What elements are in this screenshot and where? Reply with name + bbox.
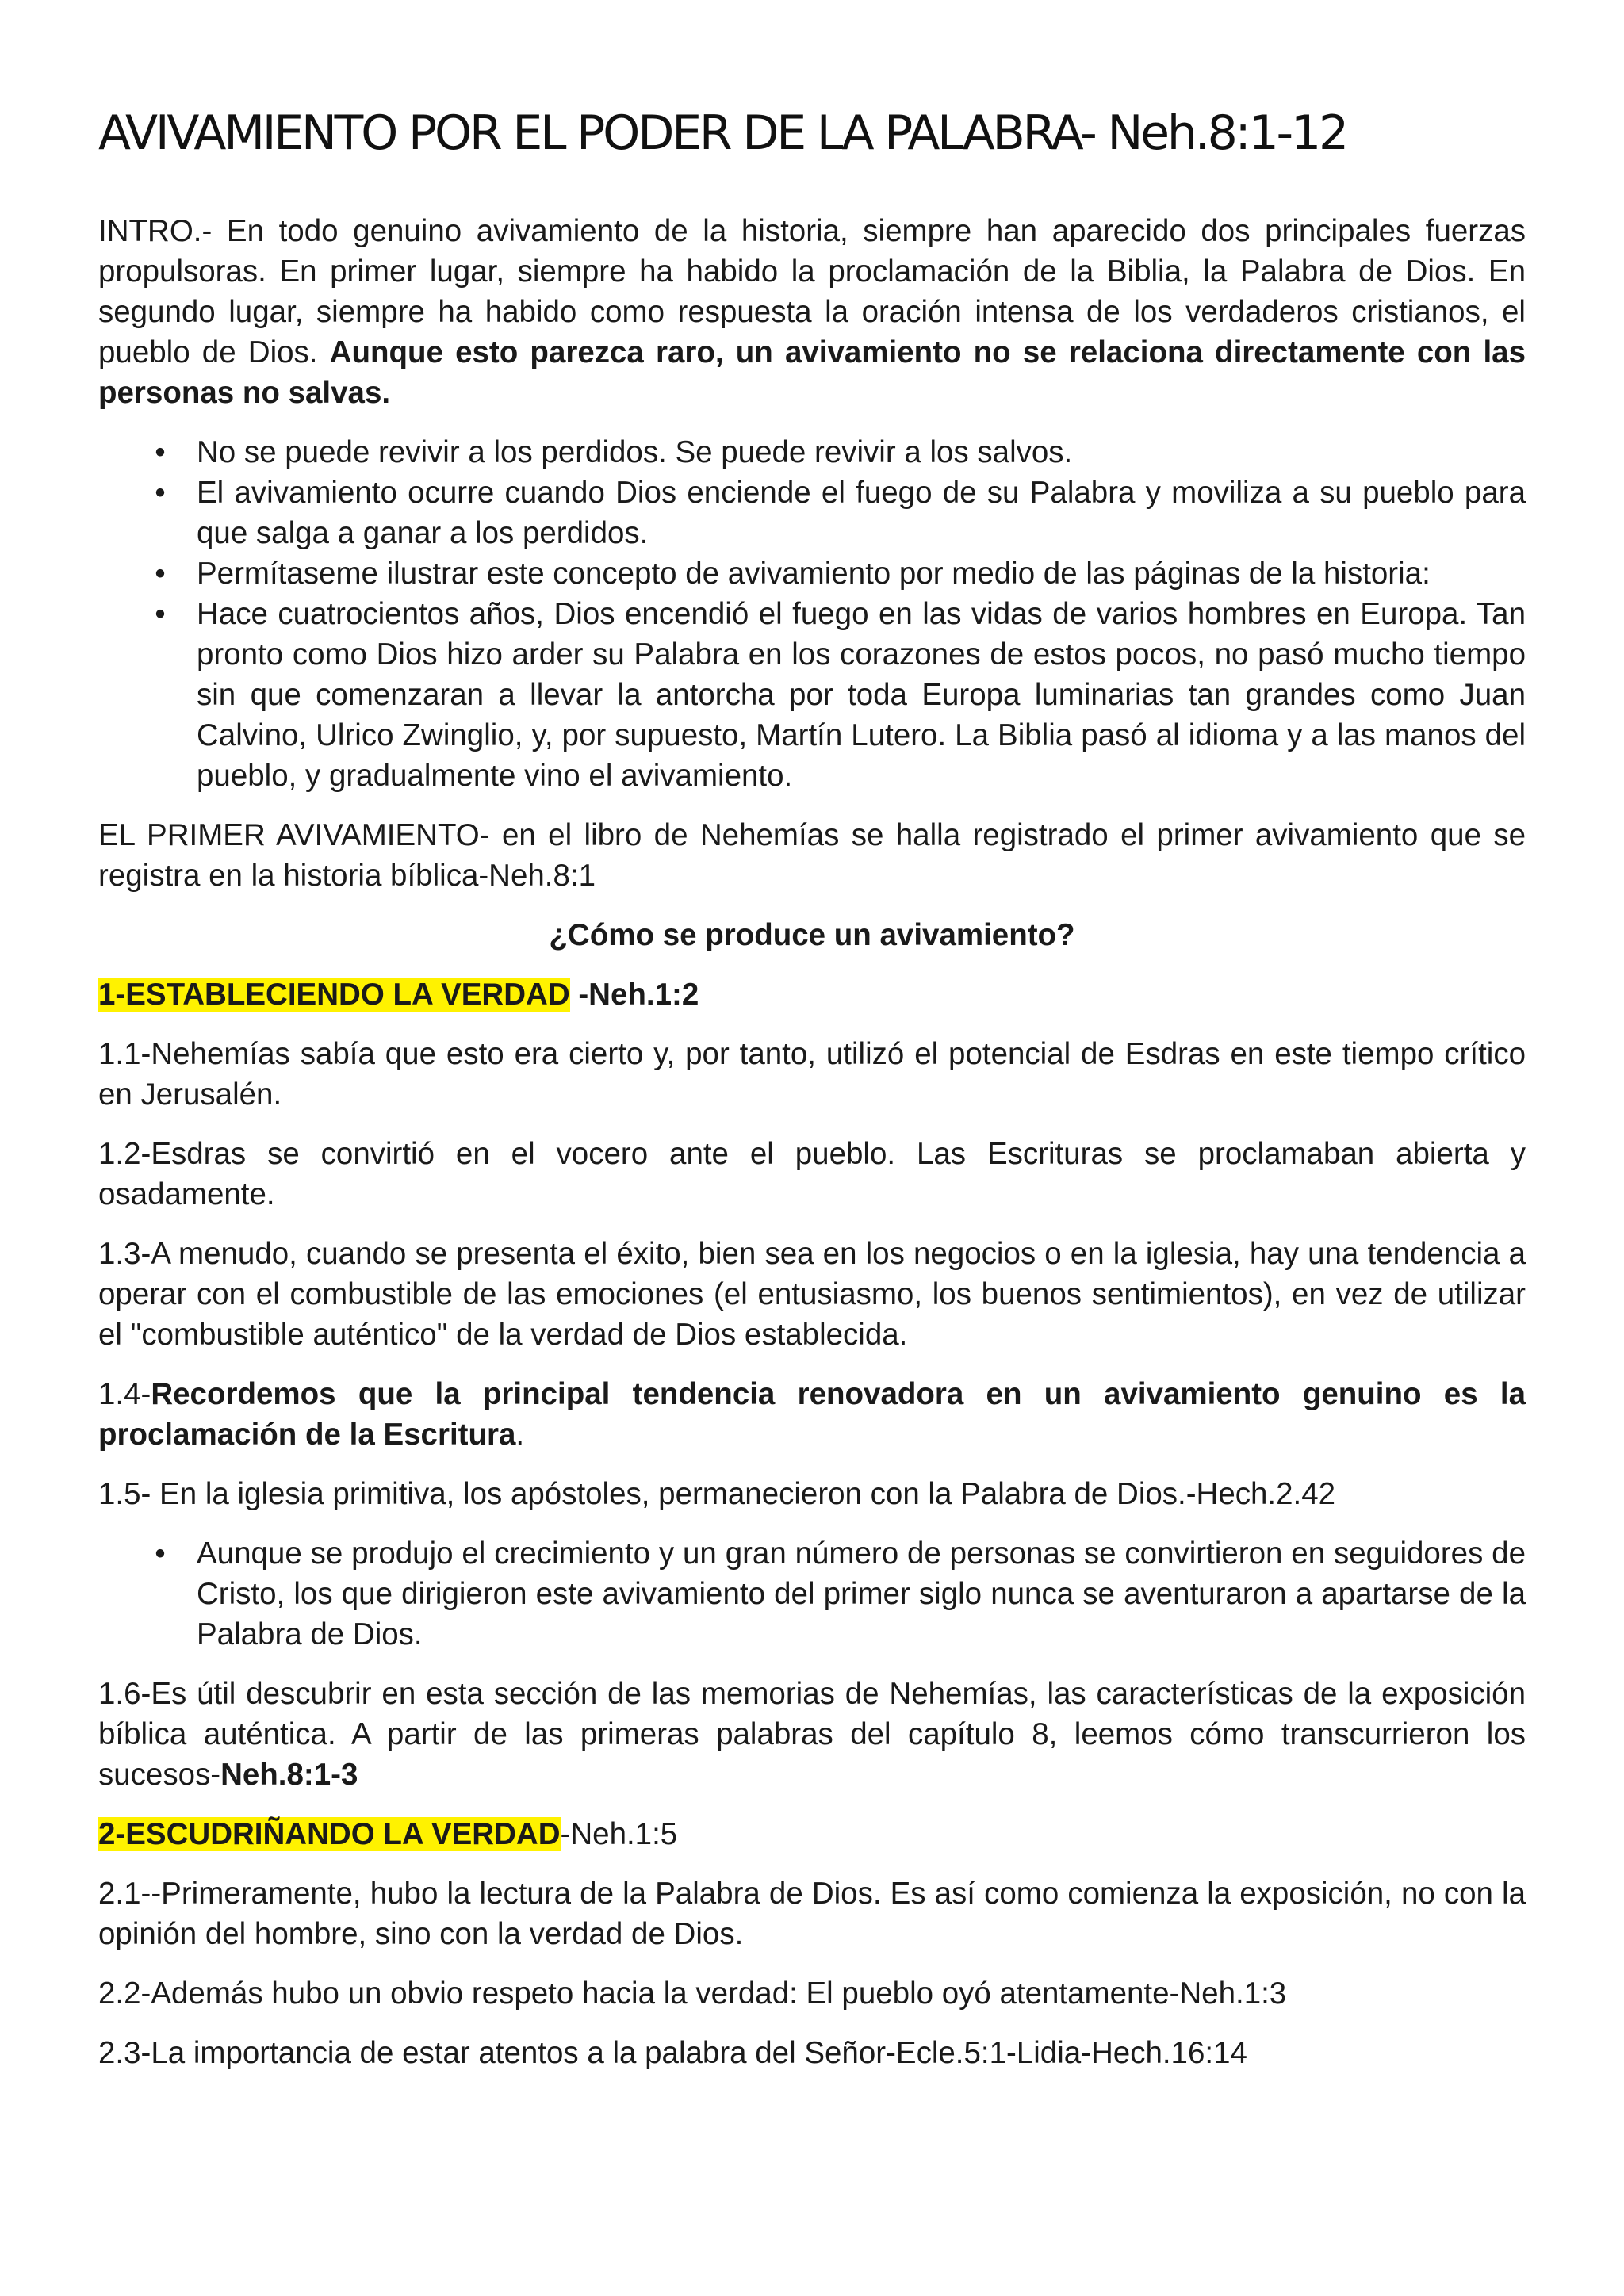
paragraph-1-6: 1.6-Es útil descubrir en esta sección de las memorias de Nehemías, las características de la exposición bíblica auténtica. A partir de las primeras palabras del capítulo 8, leemos cómo transcurrieron los sucesos-Neh.8:1-3 bbox=[98, 1677, 1526, 1792]
list-item: • No se puede revivir a los perdidos. Se puede revivir a los salvos. bbox=[98, 432, 1526, 473]
bullet-icon: • bbox=[155, 435, 166, 469]
intro-paragraph bbox=[98, 211, 1526, 413]
intro-bold-text: Aunque esto parezca raro, un avivamiento no se relaciona directamente con las personas no salvas. bbox=[98, 335, 1526, 410]
list-item: • Aunque se produjo el crecimiento y un gran número de personas se convirtieron en seguidores de Cristo, los que dirigieron este avivamiento del primer siglo nunca se aventuraron a apartarse de la Palabra de Dios. bbox=[98, 1533, 1526, 1655]
intro-text: INTRO.- En todo genuino avivamiento de la historia, siempre han aparecido dos principales fuerzas propulsoras. En primer lugar, siempre ha habido la proclamación de la Biblia, la Palabra de Dios. En segundo lugar, siempre ha habido como respuesta la oración intensa de los verdaderos cristianos, el pueblo de Dios. bbox=[98, 214, 1526, 369]
section-2-reference: -Neh.1:5 bbox=[560, 1817, 678, 1851]
section-1-reference: -Neh.1:2 bbox=[569, 978, 699, 1012]
page-title: AVIVAMIENTO POR EL PODER DE LA PALABRA- Neh.8:1-12 bbox=[98, 105, 1346, 161]
bullet-icon: • bbox=[155, 476, 166, 510]
bullet-icon: • bbox=[155, 1536, 166, 1571]
primer-avivamiento-paragraph: EL PRIMER AVIVAMIENTO- en el libro de Nehemías se halla registrado el primer avivamiento que se registra en la historia bíblica-Neh.8:1 bbox=[98, 818, 1526, 893]
bullet-icon: • bbox=[155, 557, 166, 591]
section-1-bullet-list bbox=[98, 1533, 1526, 1655]
paragraph-1-2: 1.2-Esdras se convirtió en el vocero ante el pueblo. Las Escrituras se proclamaban abierta y osadamente. bbox=[98, 1137, 1526, 1211]
section-1-highlight: 1-ESTABLECIENDO LA VERDAD bbox=[98, 978, 570, 1012]
section-2-heading bbox=[98, 1814, 1526, 1854]
list-item: • El avivamiento ocurre cuando Dios enciende el fuego de su Palabra y moviliza a su pueblo para que salga a ganar a los perdidos. bbox=[98, 473, 1526, 553]
paragraph-2-1: 2.1--Primeramente, hubo la lectura de la Palabra de Dios. Es así como comienza la exposición, no con la opinión del hombre, sino con la verdad de Dios. bbox=[98, 1877, 1526, 1951]
paragraph-1-5: 1.5- En la iglesia primitiva, los apóstoles, permanecieron con la Palabra de Dios.-Hech.2.42 bbox=[98, 1477, 1336, 1511]
question-heading: ¿Cómo se produce un avivamiento? bbox=[549, 918, 1075, 952]
paragraph-2-3: 2.3-La importancia de estar atentos a la palabra del Señor-Ecle.5:1-Lidia-Hech.16:14 bbox=[98, 2036, 1247, 2070]
section-2-highlight: 2-ESCUDRIÑANDO LA VERDAD bbox=[98, 1817, 561, 1851]
paragraph-1-1: 1.1-Nehemías sabía que esto era cierto y, por tanto, utilizó el potencial de Esdras en este tiempo crítico en Jerusalén. bbox=[98, 1037, 1526, 1112]
list-item: • Hace cuatrocientos años, Dios encendió el fuego en las vidas de varios hombres en Europa. Tan pronto como Dios hizo arder su Palabra en los corazones de estos pocos, no pasó mucho tiempo sin que comenzaran a llevar la antorcha por toda Europa luminarias tan grandes como Juan Calvino, Ulrico Zwinglio, y, por supuesto, Martín Lutero. La Biblia pasó al idioma y a las manos del pueblo, y gradualmente vino el avivamiento. bbox=[98, 594, 1526, 796]
paragraph-2-2: 2.2-Además hubo un obvio respeto hacia la verdad: El pueblo oyó atentamente-Neh.1:3 bbox=[98, 1976, 1287, 2011]
bullet-icon: • bbox=[155, 597, 166, 631]
paragraph-1-3: 1.3-A menudo, cuando se presenta el éxito, bien sea en los negocios o en la iglesia, hay una tendencia a operar con el combustible de las emociones (el entusiasmo, los buenos sentimientos), en vez de utilizar el "combustible auténtico" de la verdad de Dios establecida. bbox=[98, 1237, 1526, 1352]
list-item: • Permítaseme ilustrar este concepto de avivamiento por medio de las páginas de la historia: bbox=[98, 553, 1526, 594]
paragraph-1-4: 1.4-Recordemos que la principal tendencia renovadora en un avivamiento genuino es la proclamación de la Escritura. bbox=[98, 1377, 1526, 1452]
section-1-heading bbox=[98, 974, 1526, 1015]
intro-bullet-list bbox=[98, 432, 1526, 796]
document-page bbox=[98, 101, 1526, 2092]
